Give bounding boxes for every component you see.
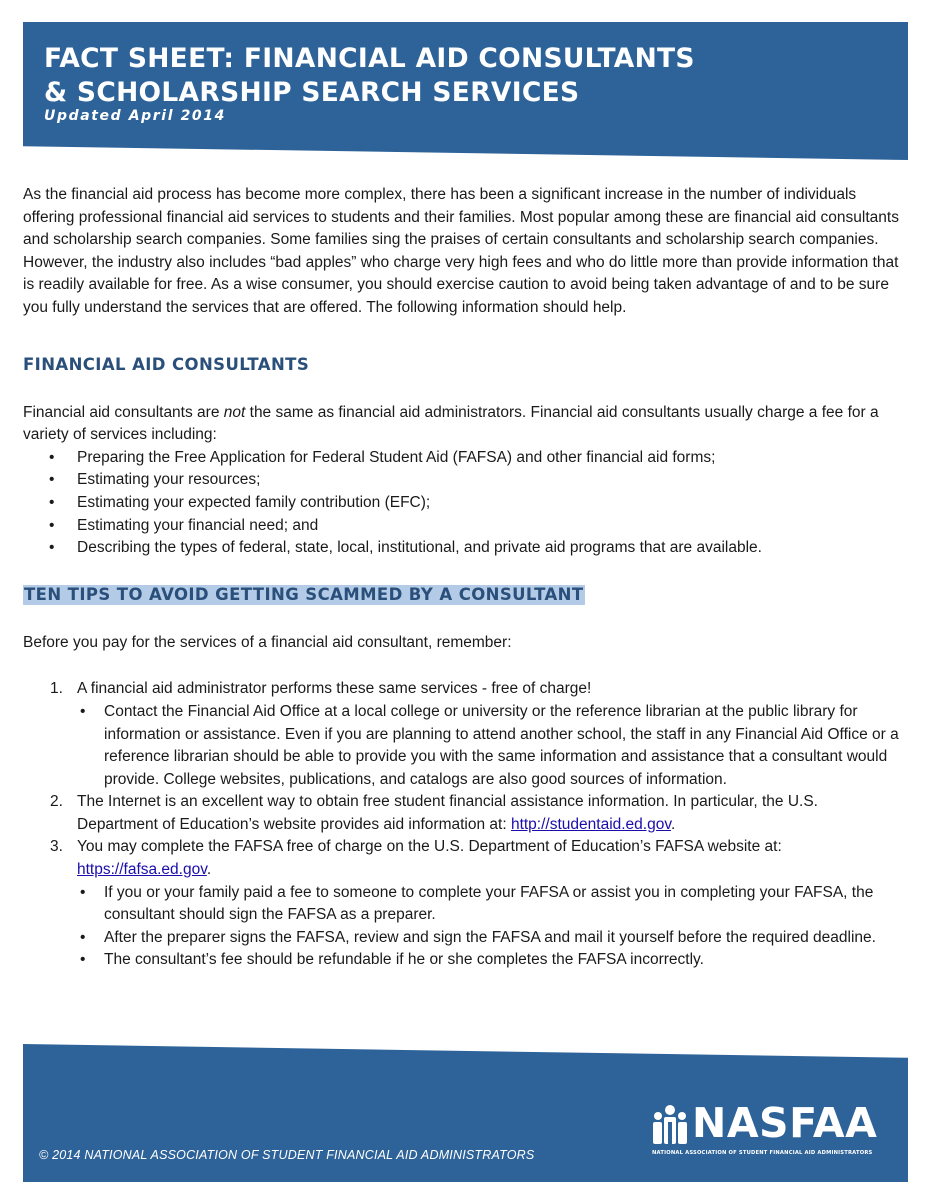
tip-item-3 [23,836,901,972]
logo-subtitle: NATIONAL ASSOCIATION OF STUDENT FINANCIAL AID ADMINISTRATORS [652,1150,873,1156]
list-item: • Describing the types of federal, state, local, institutional, and private aid programs that are available. [23,537,901,560]
list-item: • Estimating your financial need; and [23,515,901,538]
title-line-2: & SCHOLARSHIP SEARCH SERVICES [44,77,580,108]
consultants-text-start: Financial aid consultants are [23,403,224,421]
people-icon [652,1104,688,1151]
intro-paragraph: As the financial aid process has become more complex, there has been a significant increase in the number of individuals offering professional financial aid services to students and their families. Most popular among these are financial aid consultants and scholarship search companies. Some families sing the praises of certain consultants and scholarship search companies. However, the industry also includes “bad apples” who charge very high fees and who do little more than provide information that is readily available for free. As a wise consumer, you should exercise caution to avoid being taken advantage of and to be sure you fully understand the services that are offered. The following information should help. [23,186,899,316]
tips-heading-text: TEN TIPS TO AVOID GETTING SCAMMED BY A CONSULTANT [24,584,584,604]
tip-text: The Internet is an excellent way to obtain free student financial assistance information. In particular, the U.S. Department of Education’s website provides aid information at: [77,793,818,833]
document-body [23,184,901,972]
consultant-services-list [23,447,901,560]
consultants-text-end: the same as financial aid administrators. Financial aid consultants usually charge a fee for a variety of services including: [23,403,879,444]
tip-sub-list [77,701,901,791]
copyright-notice: © 2014 NATIONAL ASSOCIATION OF STUDENT FINANCIAL AID ADMINISTRATORS [39,1148,535,1162]
tip-item-1 [23,678,901,791]
list-item: • Estimating your expected family contribution (EFC); [23,492,901,515]
tip-number: 2. [50,793,63,811]
tip-text: A financial aid administrator performs these same services - free of charge! [77,680,592,698]
list-item: • After the preparer signs the FAFSA, review and sign the FAFSA and mail it yourself before the required deadline. [77,927,901,950]
logo-wordmark: NASFAA [692,1099,878,1147]
tips-list [23,678,901,972]
tip-text-end: . [670,815,676,833]
tip-number: 3. [50,838,63,856]
title-line-1: FACT SHEET: FINANCIAL AID CONSULTANTS [44,43,695,74]
tip-sub-list [77,882,901,972]
tip-item-2 [23,791,901,836]
nasfaa-logo [650,1099,878,1164]
consultants-heading: FINANCIAL AID CONSULTANTS [23,354,310,374]
updated-date: Updated April 2014 [44,108,226,124]
fafsa-link[interactable]: https://fafsa.ed.gov [77,861,207,879]
list-item: • If you or your family paid a fee to someone to complete your FAFSA or assist you in completing your FAFSA, the consultant should sign the FAFSA as a preparer. [77,882,901,927]
list-item: • Preparing the Free Application for Federal Student Aid (FAFSA) and other financial aid forms; [23,447,901,470]
tip-number: 1. [50,680,63,698]
list-item: • Contact the Financial Aid Office at a local college or university or the reference librarian at the public library for information or assistance. Even if you are planning to attend another school, the staff in any Financial Aid Office or a reference librarian should be able to provide you with the same information and assistance that a consultant would provide. College websites, publications, and catalogs are also good sources of information. [77,701,901,791]
list-item: • The consultant’s fee should be refundable if he or she completes the FAFSA incorrectly. [77,949,901,972]
emphasis-not: not [223,403,246,421]
list-item: • Estimating your resources; [23,469,901,492]
tips-heading [23,584,901,606]
consultants-paragraph [23,402,901,447]
studentaid-link[interactable]: http://studentaid.ed.gov [510,815,671,833]
tip-text-end: . [206,861,212,879]
tips-lead: Before you pay for the services of a financial aid consultant, remember: [23,633,512,651]
tip-text: You may complete the FAFSA free of charge on the U.S. Department of Education’s FAFSA website at: [77,838,782,856]
page-title [44,42,695,110]
